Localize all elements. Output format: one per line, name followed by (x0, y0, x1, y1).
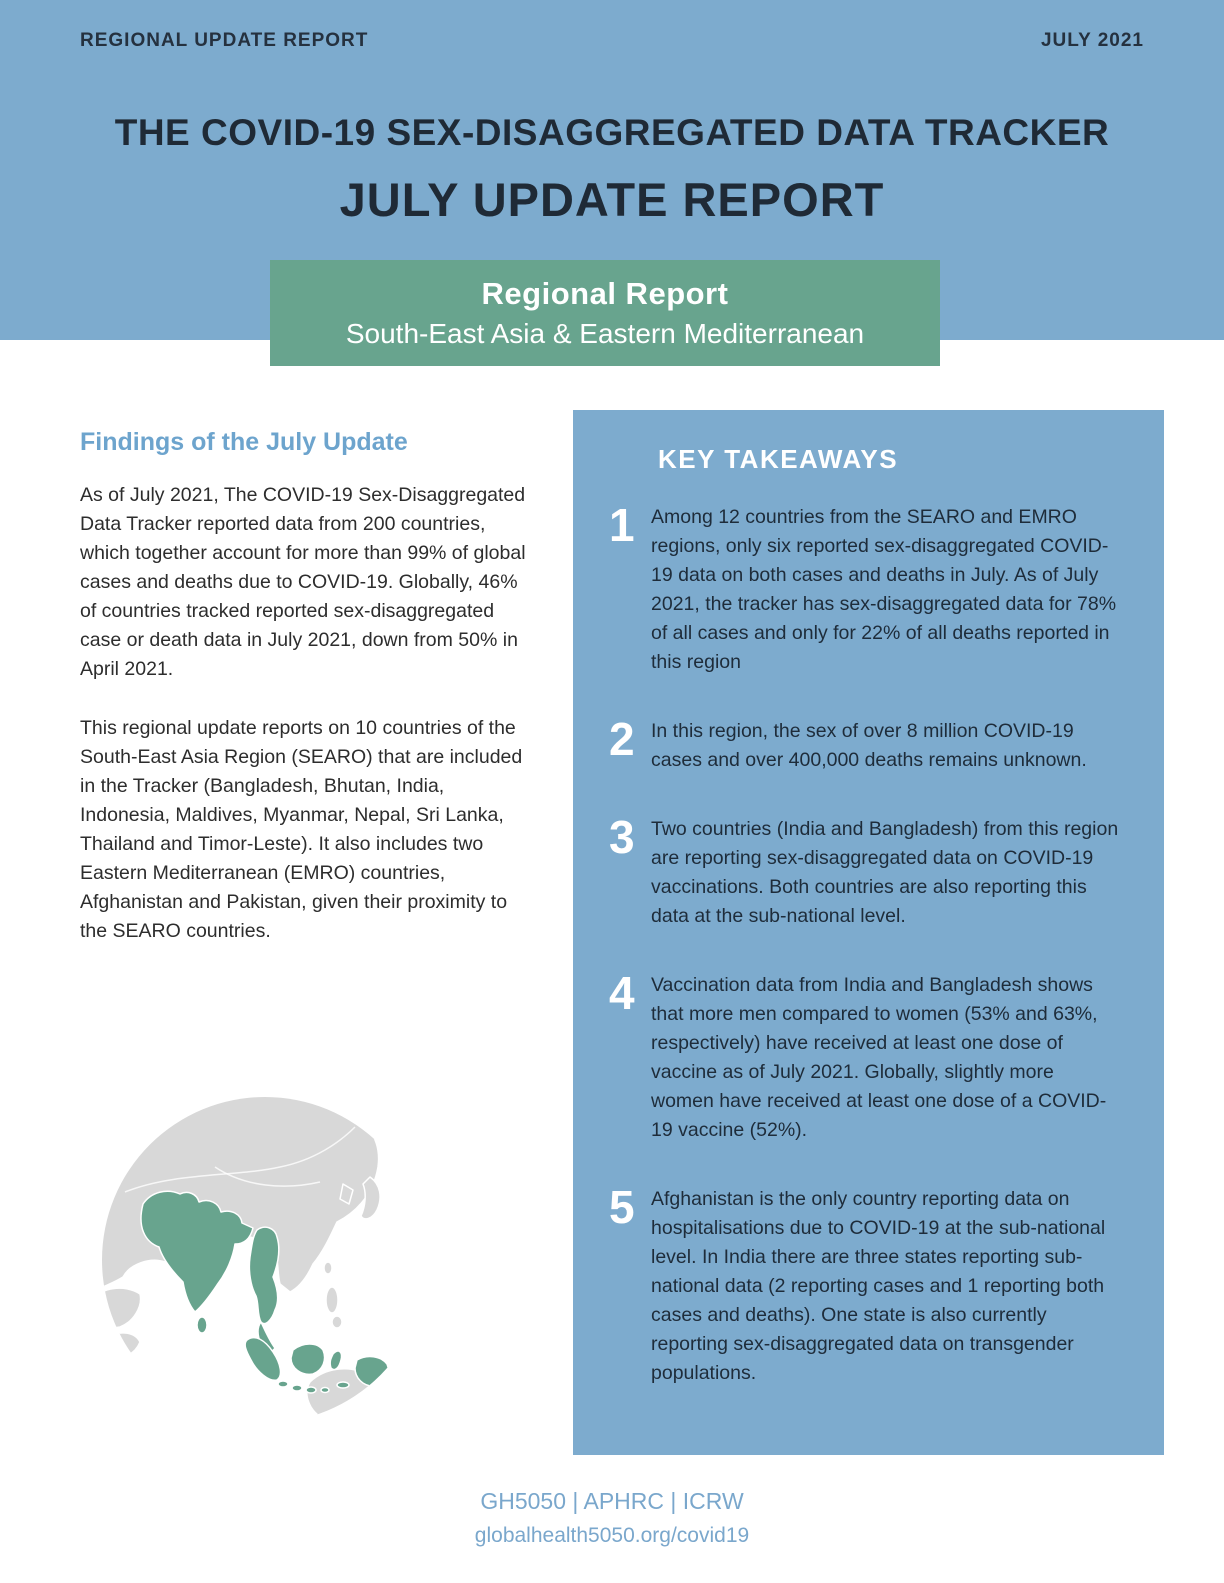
takeaway-number: 3 (609, 811, 635, 863)
asia-globe-map (85, 1072, 545, 1462)
footer-website-link[interactable]: globalhealth5050.org/covid19 (474, 1524, 750, 1547)
takeaway-text: Two countries (India and Bangladesh) from this region are reporting sex-disaggregated data on COVID-19 vaccinations. Both countries are also reporting this data at the sub-national level. (651, 818, 1119, 927)
report-title-line2: JULY UPDATE REPORT (339, 173, 885, 226)
findings-paragraph-1: As of July 2021, The COVID-19 Sex-Disaggregated Data Tracker reported data from 200 countries, which together account for more than 99% of global cases and deaths due to COVID-19. Globally, 46% of countries tracked reported sex-disaggregated case or death data in July 2021, down from 50% in April 2021. (80, 484, 526, 680)
hero-top-row (80, 30, 1144, 52)
findings-heading: Findings of the July Update (80, 428, 408, 456)
takeaway-item-3 (609, 811, 1122, 931)
report-type-label: REGIONAL UPDATE REPORT (80, 30, 369, 51)
regional-report-banner (270, 260, 940, 366)
takeaway-text: Vaccination data from India and Bangladesh shows that more men compared to women (53% and 63%, respectively) have received at least one dose of vaccine as of July 2021. Globally, slightly more women have received at least one dose of a COVID-19 vaccine (52%). (651, 974, 1107, 1141)
report-title-line1: THE COVID-19 SEX-DISAGGREGATED DATA TRACKER (114, 112, 1110, 153)
takeaway-number: 1 (609, 499, 635, 551)
key-takeaways-heading: KEY TAKEAWAYS (658, 444, 899, 474)
takeaway-text: Afghanistan is the only country reporting data on hospitalisations due to COVID-19 at the sub-national level. In India there are three states reporting sub-national data (2 reporting cases and 1 reporting both cases and deaths). One state is also currently reporting sex-disaggregated data on transgender populations. (651, 1188, 1106, 1384)
banner-title: Regional Report (481, 276, 729, 311)
takeaway-number: 2 (609, 713, 635, 765)
takeaway-text: In this region, the sex of over 8 million COVID-19 cases and over 400,000 deaths remains unknown. (651, 720, 1087, 771)
takeaway-item-1 (609, 499, 1122, 677)
asia-globe-map-svg (85, 1072, 545, 1462)
takeaway-item-5 (609, 1181, 1122, 1388)
banner-subtitle: South-East Asia & Eastern Mediterranean (345, 318, 865, 349)
key-takeaways-panel (573, 410, 1164, 1455)
findings-paragraph-2: This regional update reports on 10 countries of the South-East Asia Region (SEARO) that are included in the Tracker (Bangladesh, Bhutan, India, Indonesia, Maldives, Myanmar, Nepal, Sri Lanka, Thailand and Timor-Leste). It also includes two Eastern Mediterranean (EMRO) countries, Afghanistan and Pakistan, given their proximity to the SEARO countries. (80, 717, 523, 942)
takeaway-number: 4 (609, 967, 635, 1019)
takeaway-item-4 (609, 967, 1122, 1145)
report-date-label: JULY 2021 (1040, 30, 1144, 51)
takeaway-text: Among 12 countries from the SEARO and EMRO regions, only six reported sex-disaggregated COVID-19 data on both cases and deaths in July. As of July 2021, the tracker has sex-disaggregated data for 78% of all cases and only for 22% of all deaths reported in this region (651, 506, 1117, 673)
takeaway-number: 5 (609, 1181, 635, 1233)
findings-section (80, 428, 530, 976)
page-footer (0, 1488, 1224, 1548)
footer-organisations: GH5050 | APHRC | ICRW (480, 1488, 744, 1514)
takeaway-item-2 (609, 713, 1122, 775)
